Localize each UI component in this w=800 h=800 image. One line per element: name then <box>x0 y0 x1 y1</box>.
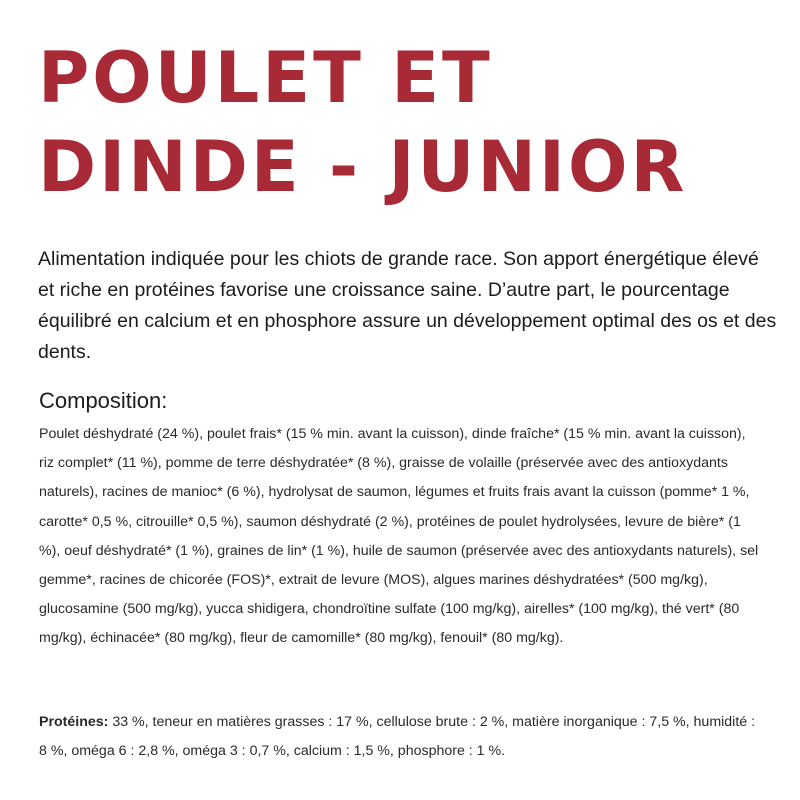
product-title: POULET ET DINDE - JUNIOR <box>38 37 688 208</box>
nutrition-facts <box>39 708 761 766</box>
composition-heading: Composition: <box>39 388 168 413</box>
nutrition-label: Protéines: <box>39 714 109 730</box>
nutrition-values: 33 %, teneur en matières grasses : 17 %, cellulose brute : 2 %, matière inorganique : 7,5 %, humidité : 8 %, oméga 6 : 2,8 %, oméga 3 : 0,7 %, calcium : 1,5 %, phosphore : 1 %. <box>39 714 756 759</box>
composition-text: Poulet déshydraté (24 %), poulet frais* (15 % min. avant la cuisson), dinde fraîche* (15 % min. avant la cuisson), riz complet* (11 %), pomme de terre déshydratée* (8 %), graisse de volaille (préservée avec des antioxydants naturels), racines de manioc* (6 %), hydrolysat de saumon, légumes et fruits frais avant la cuisson (pomme* 1 %, carotte* 0,5 %, citrouille* 0,5 %), saumon déshydraté (2 %), protéines de poulet hydrolysées, levure de bière* (1 %), oeuf déshydraté* (1 %), graines de lin* (1 %), huile de saumon (préservée avec des antioxydants naturels), sel gemme*, racines de chicorée (FOS)*, extrait de levure (MOS), algues marines déshydratées* (500 mg/kg), glucosamine (500 mg/kg), yucca shidigera, chondroïtine sulfate (100 mg/kg), airelles* (100 mg/kg), thé vert* (80 mg/kg), échinacée* (80 mg/kg), fleur de camomille* (80 mg/kg), fenouil* (80 mg/kg). <box>39 426 759 647</box>
product-description: Alimentation indiquée pour les chiots de grande race. Son apport énergétique élevé et riche en protéines favorise une croissance saine. D’autre part, le pourcentage équilibré en calcium et en phosphore assure un développement optimal des os et des dents. <box>38 248 777 363</box>
